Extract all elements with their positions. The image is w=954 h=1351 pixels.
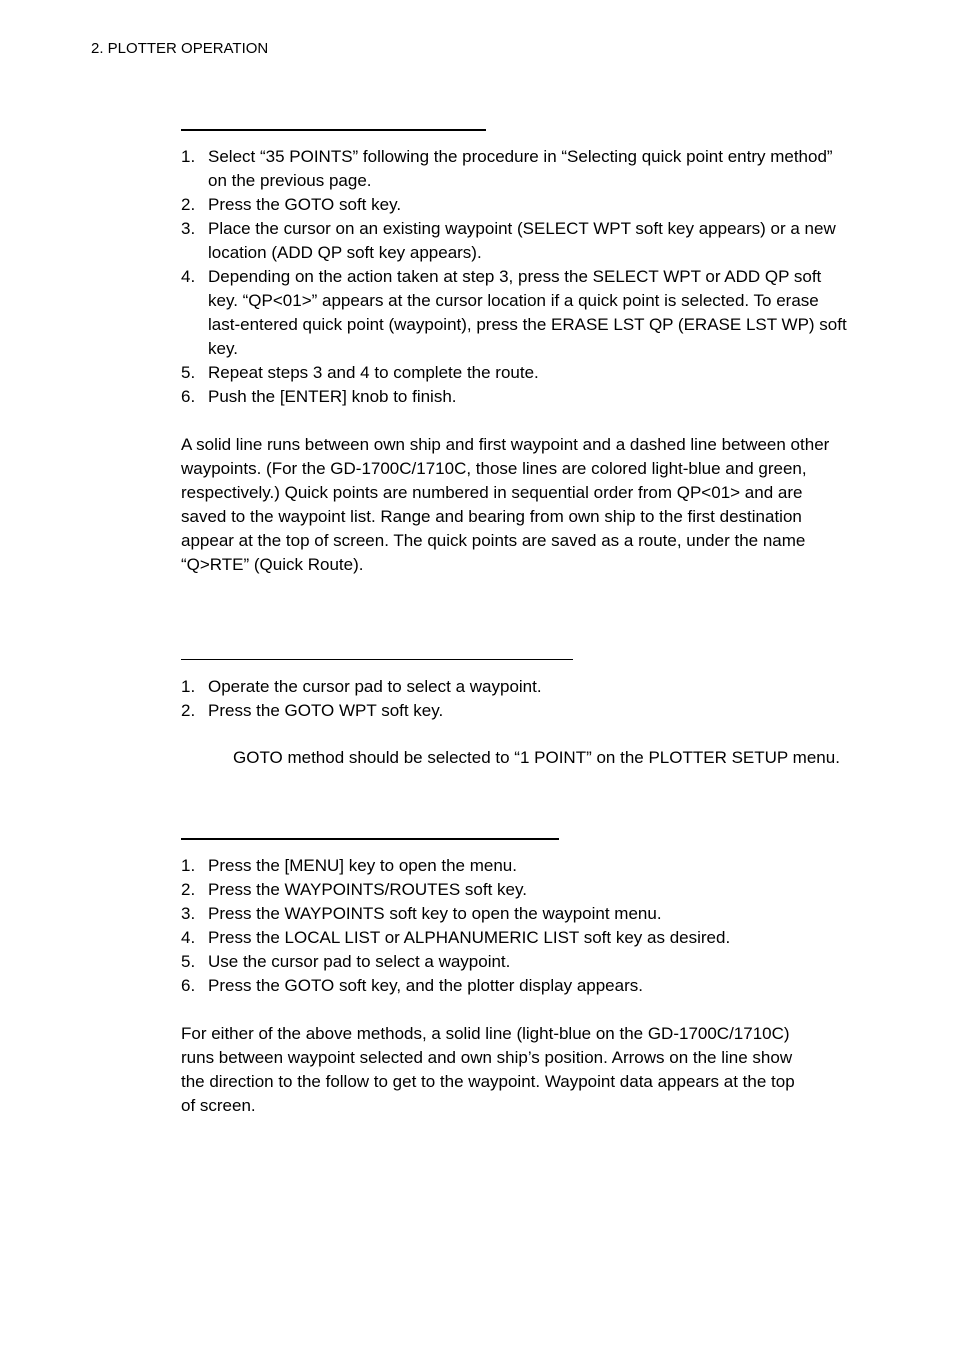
list-item (181, 854, 851, 878)
quick-route-steps (181, 145, 851, 409)
step-number: 1. (181, 147, 196, 166)
note-text: GOTO method should be selected to “1 POINT” on the PLOTTER SETUP menu. (233, 748, 840, 767)
step-text: Use the cursor pad to select a waypoint. (208, 952, 511, 971)
list-item (181, 193, 851, 217)
list-item (181, 675, 851, 699)
step-number: 6. (181, 387, 196, 406)
step-number: 2. (181, 701, 196, 720)
step-text: Push the [ENTER] knob to finish. (208, 387, 457, 406)
step-text: Press the GOTO soft key. (208, 195, 402, 214)
step-number: 5. (181, 363, 196, 382)
step-text: Press the WAYPOINTS soft key to open the waypoint menu. (208, 904, 662, 923)
waypoint-list-steps (181, 854, 851, 998)
section-heading-rule-waypoint-list (181, 838, 559, 840)
step-number: 1. (181, 677, 196, 696)
list-item (181, 699, 851, 723)
step-text: Press the WAYPOINTS/ROUTES soft key. (208, 880, 527, 899)
list-item (181, 950, 851, 974)
list-item (181, 385, 851, 409)
section-heading-rule-cursor-waypoint (181, 659, 573, 660)
step-number: 4. (181, 928, 196, 947)
step-number: 1. (181, 856, 196, 875)
step-text: Select “35 POINTS” following the procedure in “Selecting quick point entry method” on the previous page. (208, 147, 833, 190)
step-number: 6. (181, 976, 196, 995)
step-number: 2. (181, 195, 196, 214)
list-item (181, 902, 851, 926)
step-text: Depending on the action taken at step 3, press the SELECT WPT or ADD QP soft key. “QP<01>” appears at the cursor location if a quick point is selected. To erase last-entered quick point (waypoint), press the ERASE LST QP (ERASE LST WP) soft key. (208, 267, 847, 358)
step-text: Repeat steps 3 and 4 to complete the route. (208, 363, 539, 382)
list-item (181, 878, 851, 902)
cursor-waypoint-steps (181, 675, 851, 723)
step-text: Operate the cursor pad to select a waypoint. (208, 677, 542, 696)
step-number: 2. (181, 880, 196, 899)
step-text: Press the [MENU] key to open the menu. (208, 856, 517, 875)
list-item (181, 926, 851, 950)
step-text: Press the LOCAL LIST or ALPHANUMERIC LIST soft key as desired. (208, 928, 731, 947)
list-item (181, 361, 851, 385)
step-text: Press the GOTO WPT soft key. (208, 701, 444, 720)
list-item (181, 145, 851, 193)
list-item (181, 217, 851, 265)
goto-line-description: For either of the above methods, a solid line (light-blue on the GD-1700C/1710C) runs between waypoint selected and own ship’s position. Arrows on the line show the direction to the follow to get to the waypoint. Waypoint data appears at the top of screen. (181, 1024, 795, 1115)
list-item (181, 265, 851, 361)
step-text: Place the cursor on an existing waypoint (SELECT WPT soft key appears) or a new location (ADD QP soft key appears). (208, 219, 836, 262)
quick-route-description: A solid line runs between own ship and first waypoint and a dashed line between other waypoints. (For the GD-1700C/1710C, those lines are colored light-blue and green, respectively.) Quick points are numbered in sequential order from QP<01> and are saved to the waypoint list. Range and bearing from own ship to the first destination appear at the top of screen. The quick points are saved as a route, under the name “Q>RTE” (Quick Route). (181, 435, 830, 574)
section-heading-rule-quick-route (181, 129, 486, 131)
list-item (181, 974, 851, 998)
step-text: Press the GOTO soft key, and the plotter display appears. (208, 976, 643, 995)
step-number: 5. (181, 952, 196, 971)
step-number: 3. (181, 904, 196, 923)
step-number: 3. (181, 219, 196, 238)
running-header: 2. PLOTTER OPERATION (91, 40, 269, 57)
step-number: 4. (181, 267, 196, 286)
